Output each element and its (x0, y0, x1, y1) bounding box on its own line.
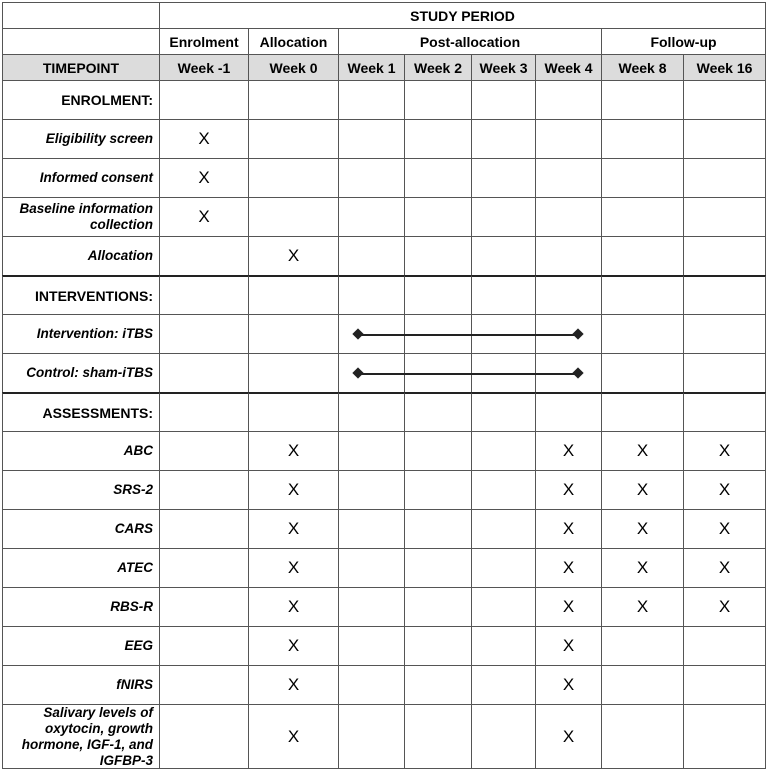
x-mark: X (683, 587, 766, 627)
empty-cell (159, 470, 249, 510)
empty-cell (471, 626, 536, 666)
empty-cell (535, 275, 602, 315)
x-mark: X (159, 158, 249, 198)
empty-cell (404, 197, 472, 237)
empty-cell (338, 548, 405, 588)
empty-cell (159, 353, 249, 393)
empty-cell (159, 587, 249, 627)
empty-cell (159, 509, 249, 549)
study-period-header: STUDY PERIOD (159, 2, 766, 29)
empty-cell (404, 548, 472, 588)
corner-blank-top (2, 2, 160, 29)
x-mark: X (248, 587, 339, 627)
empty-cell (471, 548, 536, 588)
x-mark: X (683, 548, 766, 588)
x-mark: X (535, 548, 602, 588)
row-label: Salivary levels of oxytocin, growth hormone, IGF-1, and IGFBP-3 (2, 704, 160, 769)
empty-cell (159, 626, 249, 666)
empty-cell (683, 626, 766, 666)
empty-cell (404, 626, 472, 666)
empty-cell (404, 236, 472, 276)
empty-cell (159, 665, 249, 705)
empty-cell (404, 509, 472, 549)
empty-cell (338, 236, 405, 276)
timepoint-header: Week 2 (404, 54, 472, 81)
empty-cell (471, 431, 536, 471)
timepoint-label: TIMEPOINT (2, 54, 160, 81)
empty-cell (338, 665, 405, 705)
corner-blank-phase (2, 28, 160, 55)
phase-header: Enrolment (159, 28, 249, 55)
section-title: ASSESSMENTS: (2, 392, 160, 432)
empty-cell (471, 470, 536, 510)
empty-cell (601, 119, 684, 159)
empty-cell (404, 470, 472, 510)
empty-cell (404, 158, 472, 198)
empty-cell (471, 704, 536, 769)
row-label: Control: sham-iTBS (2, 353, 160, 393)
empty-cell (338, 431, 405, 471)
section-title: INTERVENTIONS: (2, 275, 160, 315)
empty-cell (248, 119, 339, 159)
empty-cell (248, 353, 339, 393)
duration-arrow (358, 373, 578, 375)
x-mark: X (248, 470, 339, 510)
row-label: SRS-2 (2, 470, 160, 510)
empty-cell (159, 392, 249, 432)
x-mark: X (535, 587, 602, 627)
timepoint-header: Week -1 (159, 54, 249, 81)
x-mark: X (601, 587, 684, 627)
x-mark: X (535, 626, 602, 666)
empty-cell (601, 80, 684, 120)
empty-cell (159, 431, 249, 471)
timepoint-header: Week 3 (471, 54, 536, 81)
empty-cell (471, 236, 536, 276)
empty-cell (471, 509, 536, 549)
empty-cell (683, 275, 766, 315)
empty-cell (601, 392, 684, 432)
row-label: fNIRS (2, 665, 160, 705)
timepoint-header: Week 0 (248, 54, 339, 81)
x-mark: X (248, 548, 339, 588)
empty-cell (338, 704, 405, 769)
empty-cell (683, 119, 766, 159)
empty-cell (683, 236, 766, 276)
empty-cell (159, 704, 249, 769)
row-label: ATEC (2, 548, 160, 588)
empty-cell (404, 119, 472, 159)
row-label: RBS-R (2, 587, 160, 627)
row-label: Baseline information collection (2, 197, 160, 237)
x-mark: X (535, 665, 602, 705)
x-mark: X (601, 470, 684, 510)
empty-cell (683, 353, 766, 393)
row-label: Eligibility screen (2, 119, 160, 159)
empty-cell (404, 587, 472, 627)
x-mark: X (248, 509, 339, 549)
x-mark: X (601, 509, 684, 549)
empty-cell (404, 704, 472, 769)
empty-cell (404, 665, 472, 705)
row-label: EEG (2, 626, 160, 666)
x-mark: X (248, 665, 339, 705)
row-label: CARS (2, 509, 160, 549)
x-mark: X (248, 236, 339, 276)
timepoint-header: Week 1 (338, 54, 405, 81)
section-title: ENROLMENT: (2, 80, 160, 120)
empty-cell (471, 392, 536, 432)
empty-cell (601, 704, 684, 769)
empty-cell (535, 80, 602, 120)
empty-cell (338, 80, 405, 120)
x-mark: X (535, 431, 602, 471)
empty-cell (338, 119, 405, 159)
empty-cell (535, 197, 602, 237)
empty-cell (159, 548, 249, 588)
empty-cell (248, 314, 339, 354)
empty-cell (471, 158, 536, 198)
empty-cell (338, 470, 405, 510)
timepoint-header: Week 8 (601, 54, 684, 81)
phase-header: Follow-up (601, 28, 766, 55)
empty-cell (159, 275, 249, 315)
empty-cell (535, 392, 602, 432)
empty-cell (601, 158, 684, 198)
empty-cell (338, 392, 405, 432)
empty-cell (404, 431, 472, 471)
empty-cell (338, 197, 405, 237)
x-mark: X (159, 119, 249, 159)
empty-cell (471, 197, 536, 237)
x-mark: X (535, 470, 602, 510)
x-mark: X (248, 431, 339, 471)
x-mark: X (683, 509, 766, 549)
empty-cell (404, 392, 472, 432)
empty-cell (338, 158, 405, 198)
empty-cell (404, 80, 472, 120)
x-mark: X (601, 548, 684, 588)
x-mark: X (683, 470, 766, 510)
empty-cell (683, 665, 766, 705)
empty-cell (601, 626, 684, 666)
empty-cell (248, 197, 339, 237)
row-label: Allocation (2, 236, 160, 276)
duration-arrow (358, 334, 578, 336)
empty-cell (338, 626, 405, 666)
empty-cell (683, 314, 766, 354)
empty-cell (471, 665, 536, 705)
empty-cell (471, 587, 536, 627)
empty-cell (683, 80, 766, 120)
x-mark: X (683, 431, 766, 471)
empty-cell (601, 197, 684, 237)
empty-cell (535, 236, 602, 276)
x-mark: X (248, 626, 339, 666)
empty-cell (683, 197, 766, 237)
empty-cell (471, 275, 536, 315)
empty-cell (338, 587, 405, 627)
x-mark: X (601, 431, 684, 471)
x-mark: X (159, 197, 249, 237)
empty-cell (601, 314, 684, 354)
empty-cell (159, 314, 249, 354)
empty-cell (601, 236, 684, 276)
empty-cell (535, 119, 602, 159)
empty-cell (683, 158, 766, 198)
empty-cell (404, 275, 472, 315)
timepoint-header: Week 16 (683, 54, 766, 81)
timepoint-header: Week 4 (535, 54, 602, 81)
empty-cell (159, 236, 249, 276)
x-mark: X (248, 704, 339, 769)
phase-header: Post-allocation (338, 28, 602, 55)
empty-cell (338, 275, 405, 315)
empty-cell (601, 353, 684, 393)
empty-cell (601, 665, 684, 705)
empty-cell (248, 392, 339, 432)
empty-cell (338, 509, 405, 549)
row-label: ABC (2, 431, 160, 471)
empty-cell (248, 80, 339, 120)
empty-cell (535, 158, 602, 198)
empty-cell (159, 80, 249, 120)
phase-header: Allocation (248, 28, 339, 55)
empty-cell (471, 80, 536, 120)
row-label: Intervention: iTBS (2, 314, 160, 354)
empty-cell (471, 119, 536, 159)
empty-cell (248, 158, 339, 198)
empty-cell (683, 392, 766, 432)
empty-cell (683, 704, 766, 769)
x-mark: X (535, 509, 602, 549)
x-mark: X (535, 704, 602, 769)
row-label: Informed consent (2, 158, 160, 198)
empty-cell (248, 275, 339, 315)
empty-cell (601, 275, 684, 315)
